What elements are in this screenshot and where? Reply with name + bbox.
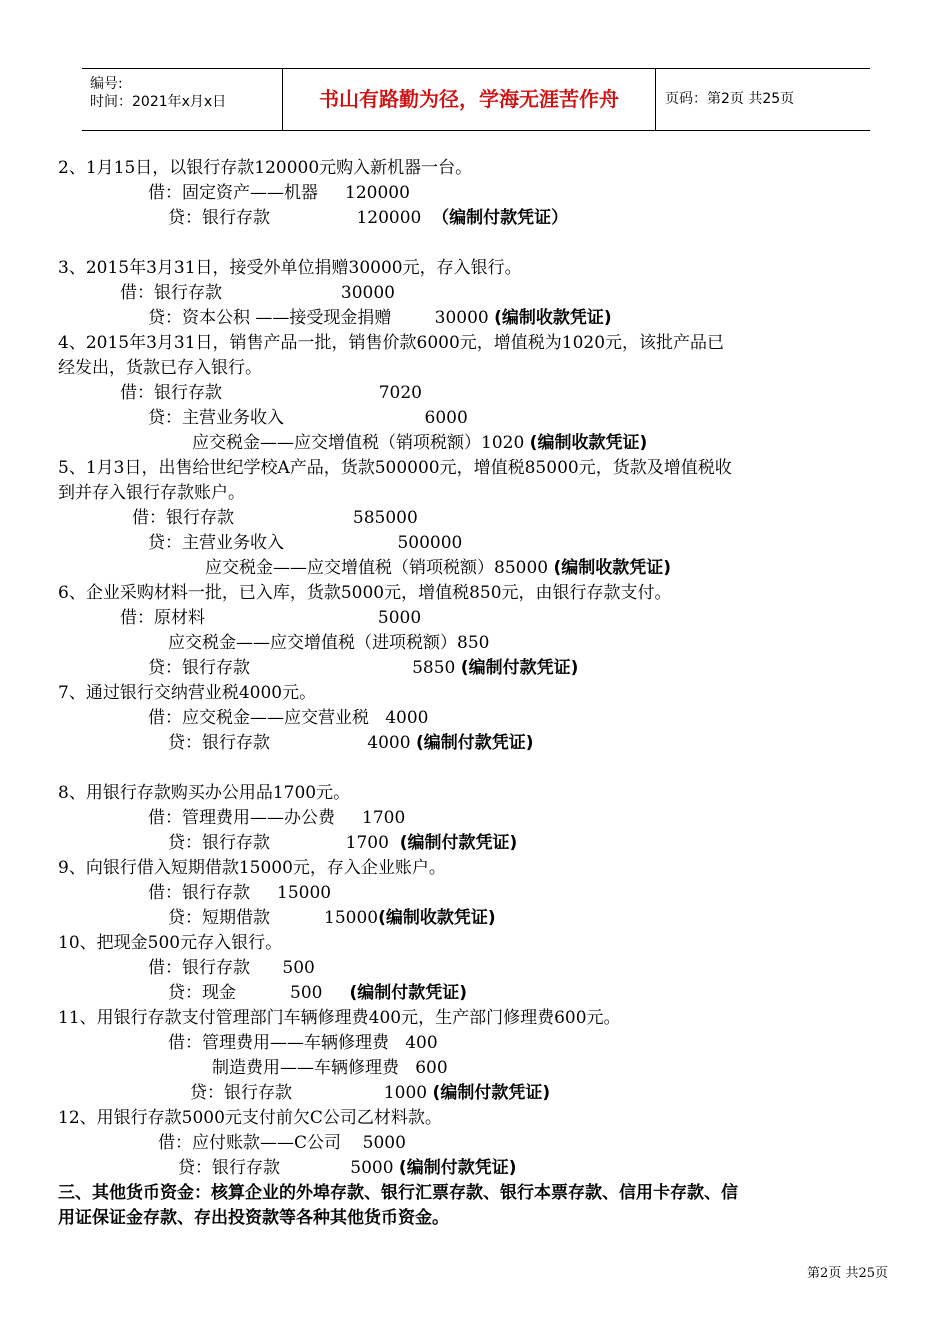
text-line (148, 532, 462, 554)
line-note: (编制付款凭证) (398, 1158, 517, 1178)
line-text: 贷：短期借款 15000 (168, 908, 379, 928)
line-text: 10、把现金500元存入银行。 (58, 933, 283, 953)
text-line (120, 382, 422, 404)
text-line (148, 882, 331, 904)
line-note: (编制付款凭证) (415, 733, 534, 753)
line-note: 用证保证金存款、存出投资款等各种其他货币资金。 (58, 1208, 449, 1228)
text-line (168, 732, 533, 754)
header-meta (82, 69, 283, 130)
line-text: 应交税金——应交增值税（进项税额）850 (168, 633, 490, 653)
text-line (212, 1057, 448, 1079)
text-line (148, 807, 405, 829)
text-line (168, 832, 517, 854)
line-text: 到并存入银行存款账户。 (58, 483, 245, 503)
text-line (58, 782, 350, 804)
line-text: 借：银行存款 7020 (120, 383, 422, 403)
line-text: 应交税金——应交增值税（销项税额）1020 (192, 433, 530, 453)
line-note: (编制付款凭证) (349, 983, 468, 1003)
line-text: 借：银行存款 15000 (148, 883, 332, 903)
text-line (58, 1182, 738, 1204)
line-text: 贷：银行存款 4000 (168, 733, 416, 753)
text-line (58, 932, 282, 954)
text-line (120, 607, 421, 629)
text-line (58, 482, 245, 504)
line-text: 借：银行存款 585000 (132, 508, 418, 528)
line-text: 借：固定资产——机器 120000 (148, 183, 410, 203)
line-text: 3、2015年3月31日，接受外单位捐赠30000元，存入银行。 (58, 258, 522, 278)
page-header (82, 68, 870, 131)
line-text: 贷：资本公积 ——接受现金捐赠 30000 (148, 308, 495, 328)
line-note: (编制收款凭证) (378, 908, 496, 928)
text-line (58, 1007, 621, 1029)
line-note: (编制付款凭证) (432, 1083, 551, 1103)
line-text: 借：管理费用——办公费 1700 (148, 808, 406, 828)
text-line (58, 682, 316, 704)
text-line (168, 632, 489, 654)
text-line (168, 907, 496, 929)
line-text: 贷：现金 500 (168, 983, 350, 1003)
text-line (148, 182, 410, 204)
line-text: 借：管理费用——车辆修理费 400 (168, 1033, 438, 1053)
line-text: 借：应付账款——C公司 5000 (158, 1133, 406, 1153)
line-text: 5、1月3日，出售给世纪学校A产品，货款500000元，增值税85000元，货款及增值税收 (58, 458, 732, 478)
page-number-label: 页码：第2页 共25页 (665, 91, 795, 107)
line-note: (编制收款凭证) (529, 433, 648, 453)
line-text: 借：银行存款 500 (148, 958, 315, 978)
text-line (58, 357, 262, 379)
text-line (168, 982, 467, 1004)
line-text: 贷：银行存款 1000 (190, 1083, 433, 1103)
text-line (58, 157, 472, 179)
text-line (190, 1082, 550, 1104)
line-text: 制造费用——车辆修理费 600 (212, 1058, 448, 1078)
text-line (58, 332, 724, 354)
number-label: 编号: (90, 76, 123, 92)
text-line (58, 582, 672, 604)
text-line (132, 507, 418, 529)
text-line (158, 1132, 406, 1154)
text-line (168, 207, 568, 229)
text-line (205, 557, 671, 579)
line-text: 2、1月15日，以银行存款120000元购入新机器一台。 (58, 158, 473, 178)
line-note: (编制付款凭证) (460, 658, 579, 678)
line-text: 借：原材料 5000 (120, 608, 422, 628)
text-line (58, 1107, 442, 1129)
line-text: 7、通过银行交纳营业税4000元。 (58, 683, 317, 703)
line-text: 4、2015年3月31日，销售产品一批，销售价款6000元，增值税为1020元，该批产品已 (58, 333, 725, 353)
page-footer: 第2页 共25页 (807, 1266, 888, 1281)
line-note: （编制付款凭证） (432, 208, 569, 228)
line-text: 12、用银行存款5000元支付前欠C公司乙材料款。 (58, 1108, 442, 1128)
line-text: 6、企业采购材料一批，已入库，货款5000元，增值税850元，由银行存款支付。 (58, 583, 672, 603)
line-note: (编制付款凭证) (399, 833, 518, 853)
text-line (58, 257, 522, 279)
text-line (58, 457, 732, 479)
header-motto: 书山有路勤为径，学海无涯苦作舟 (283, 69, 656, 130)
text-line (58, 1207, 449, 1229)
line-text: 经发出，货款已存入银行。 (58, 358, 262, 378)
line-text: 贷：银行存款 5850 (148, 658, 461, 678)
text-line (58, 857, 446, 879)
text-line (148, 407, 468, 429)
text-line (178, 1157, 516, 1179)
line-text: 贷：银行存款 1700 (168, 833, 400, 853)
text-line (168, 1032, 438, 1054)
line-text: 应交税金——应交增值税（销项税额）85000 (205, 558, 554, 578)
text-line (148, 657, 578, 679)
line-text: 贷：银行存款 120000 (168, 208, 433, 228)
line-text: 9、向银行借入短期借款15000元，存入企业账户。 (58, 858, 446, 878)
line-text: 11、用银行存款支付管理部门车辆修理费400元，生产部门修理费600元。 (58, 1008, 621, 1028)
line-text: 贷：主营业务收入 6000 (148, 408, 468, 428)
line-text: 贷：主营业务收入 500000 (148, 533, 463, 553)
line-note: 三、其他货币资金：核算企业的外埠存款、银行汇票存款、银行本票存款、信用卡存款、信 (58, 1183, 738, 1203)
text-line (192, 432, 647, 454)
text-line (120, 282, 395, 304)
text-line (148, 957, 315, 979)
line-text: 借：银行存款 30000 (120, 283, 395, 303)
line-text: 借：应交税金——应交营业税 4000 (148, 708, 429, 728)
line-text: 8、用银行存款购买办公用品1700元。 (58, 783, 351, 803)
text-line (148, 307, 612, 329)
text-line (148, 707, 428, 729)
time-label: 时间：2021年x月x日 (90, 94, 227, 110)
line-note: (编制收款凭证) (494, 308, 612, 328)
line-note: (编制收款凭证) (553, 558, 672, 578)
line-text: 贷：银行存款 5000 (178, 1158, 399, 1178)
